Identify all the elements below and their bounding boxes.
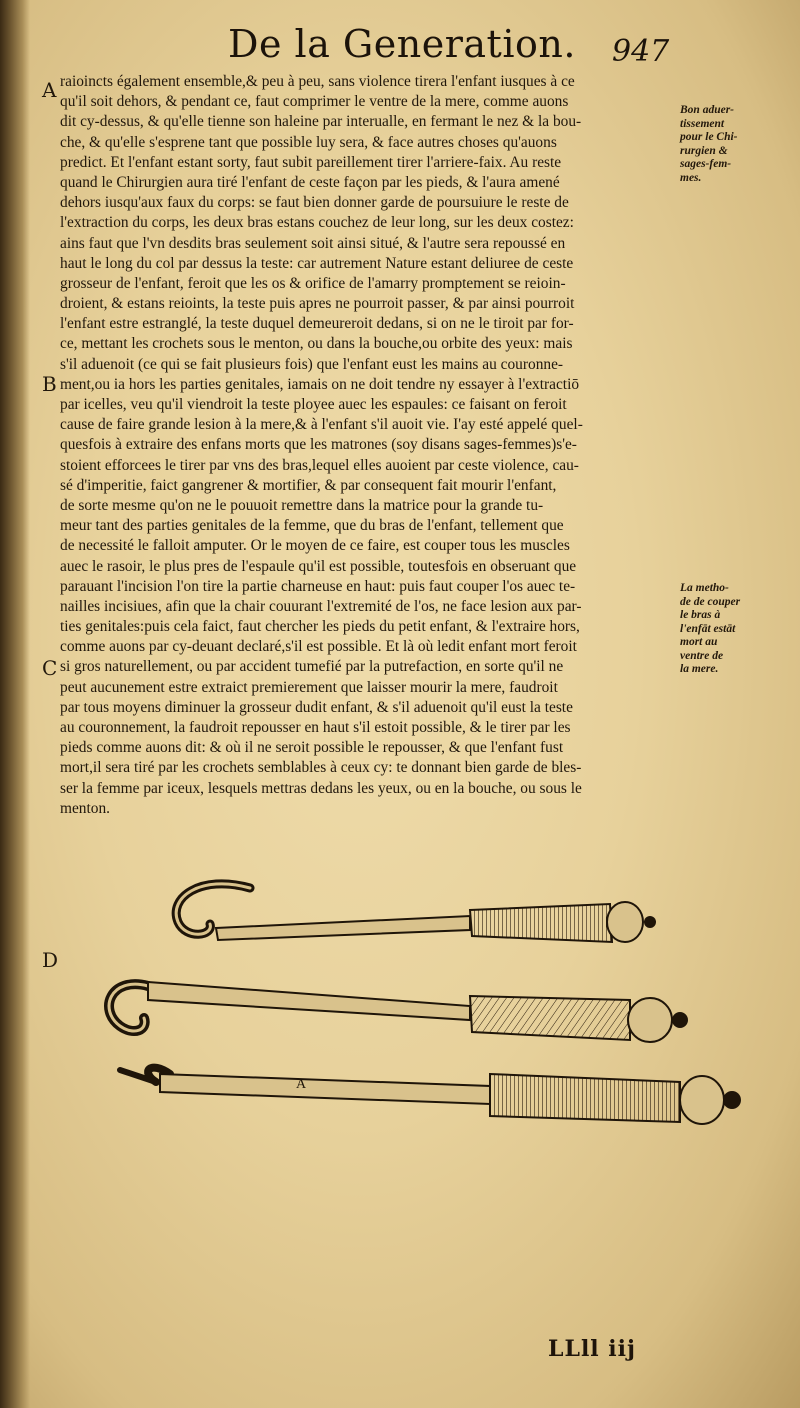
body-line: stoient efforcees le tirer par vns des bras,lequel elles auoient par ceste violence, cau- <box>60 456 579 474</box>
side-note-line: l'enfāt estāt <box>680 622 736 635</box>
side-note-line: mort au <box>680 636 718 648</box>
side-note-line: le bras à <box>680 609 721 621</box>
body-line: meur tant des parties genitales de la femme, que du bras de l'enfant, tellement que <box>60 517 564 535</box>
side-note-line: ventre de <box>680 649 724 662</box>
hook-instrument-3 <box>120 1068 741 1124</box>
body-line: quand le Chirurgien aura tiré l'enfant de ceste façon par les pieds, & l'aura amené <box>60 173 560 191</box>
body-line: ains faut que l'vn desdits bras seulement soit ainsi situé, & l'autre sera repoussé en <box>60 234 566 252</box>
side-note-line: pour le Chi- <box>680 131 738 143</box>
body-line: auec le rasoir, le plus pres de l'espaule qu'il est possible, toutesfois en obseruant que <box>60 557 577 575</box>
body-line: s'il aduenoit (ce qui se fait plusieurs fois) que l'enfant eust les mains au couronne- <box>60 355 564 373</box>
side-note-line: tissement <box>680 117 725 130</box>
page-gutter <box>0 0 30 1408</box>
body-line: au couronnement, la faudroit repousser en haut s'il estoit possible, & le tirer par les <box>60 719 571 736</box>
side-note-line: La metho- <box>680 582 729 594</box>
body-line: che, & qu'elle s'esprene tant que possible luy sera, & face autres choses qu'auons <box>60 133 557 151</box>
body-line: par icelles, veu qu'il viendroit la teste ployee auec les espaules: ce faisant on feroit <box>60 396 567 413</box>
body-line: par tous moyens diminuer la grosseur dudit enfant, & s'il aduenoit qu'il eust la teste <box>60 698 573 716</box>
body-line: de necessité le falloit amputer. Or le moyen de ce faire, est couper tous les muscles <box>60 537 570 555</box>
margin-letter-b: B <box>42 372 57 396</box>
surgical-hooks-illustration <box>90 860 770 1130</box>
body-line: predict. Et l'enfant estant sorty, faut subit pareillement tirer l'arriere-faix. Au reste <box>60 153 562 171</box>
body-line: dit cy-dessus, & qu'elle tienne son haleine par interualle, en fermant le nez & la bou- <box>60 113 582 131</box>
body-line: nailles incisiues, afin que la chair couurant l'extremité de l'os, ne face lesion aux par- <box>60 597 582 615</box>
body-line: mort,il sera tiré par les crochets semblables à ceux cy: te donnant bien garde de bles- <box>60 759 582 777</box>
body-line: quesfois à extraire des enfans morts que les matrones (soy disans sages-femmes)s'e- <box>60 436 577 454</box>
body-line: comme auons par cy-deuant declaré,s'il est possible. Et là où ledit enfant mort feroit <box>60 638 577 656</box>
body-line: raioincts également ensemble,& peu à peu, sans violence tirera l'enfant iusques à ce <box>60 73 575 90</box>
body-line: peut aucunement estre extraict premierement que laisser mourir la mere, faudroit <box>60 678 558 696</box>
body-line: si gros naturellement, ou par accident tumefié par la putrefaction, en sorte qu'il ne <box>60 658 564 676</box>
body-line: l'extraction du corps, les deux bras estans couchez de leur long, sur les deux costez: <box>60 214 574 232</box>
body-line: parauant l'incision l'on tire la partie charneuse en haut: puis faut couper l'os auec te- <box>60 577 576 595</box>
margin-letter-c: C <box>42 656 58 680</box>
illustration-letter-a: A <box>296 1077 307 1092</box>
body-line: haut le long du col par dessus la teste: car autrement Nature estant deliuree de ceste <box>60 254 574 272</box>
margin-letter-d: D <box>42 948 59 972</box>
signature-mark: LLll iij <box>548 1336 636 1362</box>
body-line: cause de faire grande lesion à la mere,& à l'enfant s'il auoit vie. I'ay esté appelé quel- <box>60 416 583 434</box>
body-line: de sorte mesme qu'on ne le pouuoit remettre dans la matrice pour la grande tu- <box>60 496 544 514</box>
side-note-line: mes. <box>680 171 702 184</box>
page-header <box>0 20 800 70</box>
hook-instrument-2 <box>109 982 688 1042</box>
side-note-line: la mere. <box>680 663 719 675</box>
side-note-line: rurgien & <box>680 144 728 157</box>
margin-letter-a: A <box>42 78 57 102</box>
hook-instrument-1 <box>176 884 656 942</box>
body-line: ce, mettant les crochets sous le menton, ou dans la bouche,ou orbite des yeux: mais <box>60 335 573 353</box>
side-note-line: de de couper <box>680 595 741 608</box>
body-line: grosseur de l'enfant, feroit que les os & orifice de l'amarry promptement se reioin- <box>60 274 566 292</box>
body-line: sé d'imperitie, faict gangrener & mortifier, & par consequent fait mourir l'enfant, <box>60 476 557 494</box>
body-line: qu'il soit dehors, & pendant ce, faut comprimer le ventre de la mere, comme auons <box>60 93 569 111</box>
body-line: l'enfant estre estranglé, la teste duquel demeureroit dedans, si on ne le tiroit par for- <box>60 315 574 333</box>
body-line: ment,ou ia hors les parties genitales, iamais on ne doit tendre ny essayer à l'extractiō <box>60 375 580 393</box>
running-title: De la Generation. <box>228 22 576 66</box>
body-line: pieds comme auons dit: & où il ne seroit possible le repousser, & que l'enfant fust <box>60 739 564 757</box>
page-number: 947 <box>612 34 670 69</box>
body-line: droient, & estans reioints, la teste puis apres ne pourroit passer, & par ainsi pourroit <box>60 295 575 313</box>
side-note-method <box>680 582 770 677</box>
side-note-line: sages-fem- <box>680 158 732 170</box>
body-line: menton. <box>60 799 111 817</box>
body-line: ser la femme par iceux, lesquels mettras dedans les yeux, ou en la bouche, ou sous le <box>60 779 582 797</box>
side-note-advice <box>680 104 770 185</box>
body-line: dehors iusqu'aux faux du corps: se faut bien donner garde de poursuiure le reste de <box>60 194 569 212</box>
body-line: ties genitales:puis cela faict, faut chercher les pieds du petit enfant, & l'extraire hors, <box>60 618 580 636</box>
body-text <box>60 72 680 819</box>
side-note-line: Bon aduer- <box>680 104 734 116</box>
